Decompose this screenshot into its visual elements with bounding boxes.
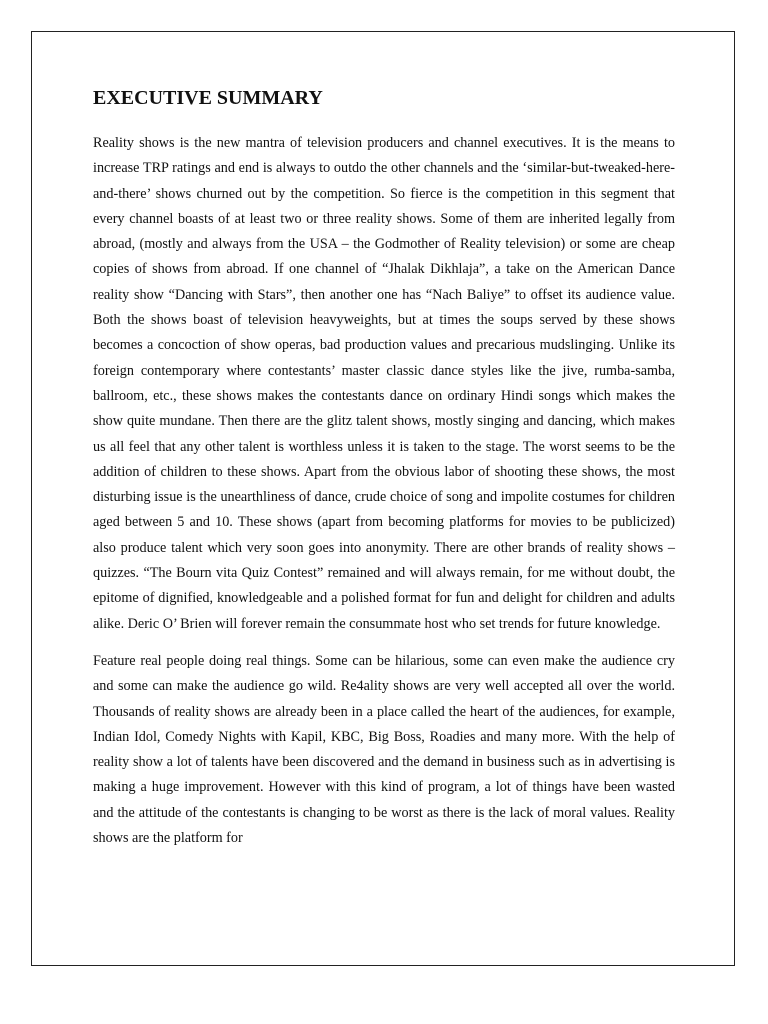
document-body (93, 84, 675, 851)
document-heading: EXECUTIVE SUMMARY (93, 87, 323, 109)
paragraph-1: Reality shows is the new mantra of television producers and channel executives. It is the means to increase TRP ratings and end is always to outdo the other channels and the ‘similar-but-tweaked-here-and-there’ shows churned out by the competition. So fierce is the competition in this segment that every channel boasts of at least two or three reality shows. Some of them are inherited legally from abroad, (mostly and always from the USA – the Godmother of Reality television) or some are cheap copies of shows from abroad. If one channel of “Jhalak Dikhlaja”, a take on the American Dance reality show “Dancing with Stars”, then another one has “Nach Baliye” to offset its audience value. Both the shows boast of television heavyweights, but at times the soups served by these shows becomes a concoction of show operas, bad production values and precarious mudslinging. Unlike its foreign contemporary where contestants’ master classic dance styles like the jive, rumba-samba, ballroom, etc., these shows makes the contestants dance on ordinary Hindi songs which makes the show quite mundane. Then there are the glitz talent shows, mostly singing and dancing, which makes us all feel that any other talent is worthless unless it is taken to the stage. The worst seems to be the addition of children to these shows. Apart from the obvious labor of shooting these shows, the most disturbing issue is the unearthliness of dance, crude choice of song and impolite costumes for children aged between 5 and 10. These shows (apart from becoming platforms for movies to be publicized) also produce talent which very soon goes into anonymity. There are other brands of reality shows – quizzes. “The Bourn vita Quiz Contest” remained and will always remain, for me without doubt, the epitome of dignified, knowledgeable and a polished format for fun and delight for children and adults alike. Deric O’ Brien will forever remain the consummate host who set trends for future knowledge. (93, 135, 675, 632)
paragraph-2: Feature real people doing real things. Some can be hilarious, some can even make the audience cry and some can make the audience go wild. Re4ality shows are very well accepted all over the world. Thousands of reality shows are already been in a place called the heart of the audiences, for example, Indian Idol, Comedy Nights with Kapil, KBC, Big Boss, Roadies and many more. With the help of reality show a lot of talents have been discovered and the demand in business such as in advertising is making a huge improvement. However with this kind of program, a lot of things have been wasted and the attitude of the contestants is changing to be worst as there is the lack of moral values. Reality shows are the platform for (93, 652, 675, 847)
